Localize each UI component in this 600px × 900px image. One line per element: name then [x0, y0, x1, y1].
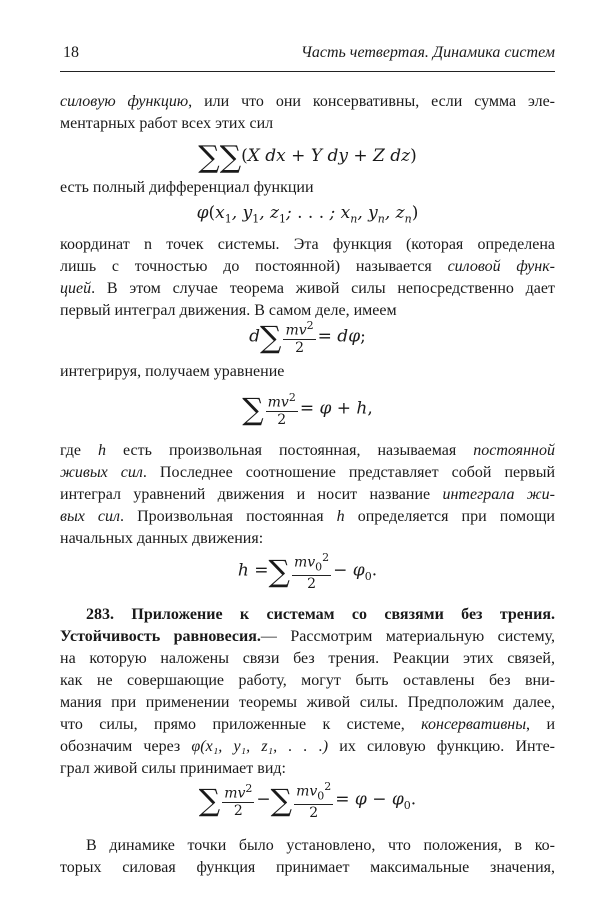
- text-line: цией. В этом случае теорема живой силы непосредственно дает: [60, 280, 555, 297]
- formula-live-force-integral: ∑ $\frac{mv^2}{2}$ −∑ $\frac{mv_0^2}{2}$ = $\varphi - \varphi_0$.: [198, 780, 417, 822]
- text-line: ментарных работ всех этих сил: [60, 115, 274, 132]
- section-heading: 283. Приложение к системам со связями без трения.: [86, 606, 555, 623]
- text-line: интеграл уравнений движения и носит название интеграла жи-: [60, 486, 556, 503]
- text-line: начальных данных движения:: [60, 530, 264, 547]
- formula-constant-h: h =∑ $\frac{mv_0^2}{2}$ − $\varphi_0$.: [237, 551, 378, 593]
- text-line: лишь с точностью до постоянной) называется силовой функ-: [60, 258, 556, 275]
- page-number: 18: [63, 44, 79, 61]
- text-line: силовую функцию, или что они консервативны, если сумма эле-: [60, 93, 556, 110]
- text-line: мания при применении теоремы живой силы. Предположим далее,: [60, 694, 555, 711]
- text-line: интегрируя, получаем уравнение: [60, 363, 285, 380]
- text-line: живых сил. Последнее соотношение представляет собой первый: [60, 464, 556, 481]
- text-line: грал живой силы принимает вид:: [60, 760, 286, 777]
- text-line: В динамике точки было установлено, что положения, в ко-: [86, 837, 555, 854]
- text-line: вых сил. Произвольная постоянная h определяется при помощи: [60, 508, 555, 525]
- text-line: торых силовая функция принимает максимальные значения,: [60, 859, 555, 876]
- running-title: Часть четвертая. Динамика систем: [300, 44, 555, 61]
- text-line: Устойчивость равновесия.— Рассмотрим материальную систему,: [60, 628, 556, 645]
- text-line: обозначим через φ(x₁, y₁, z₁, . . .) их силовую функцию. Инте-: [60, 738, 556, 755]
- formula-differential: d∑ $\frac{mv^2}{2}$ = dφ;: [249, 319, 366, 356]
- text-line: первый интеграл движения. В самом деле, имеем: [60, 302, 397, 319]
- text-line: есть полный дифференциал функции: [60, 179, 314, 196]
- section-subheading: Устойчивость равновесия.: [60, 628, 261, 645]
- header-rule: [60, 71, 555, 72]
- page-header: [60, 44, 555, 68]
- text-line: где h есть произвольная постоянная, называемая постоянной: [60, 442, 555, 459]
- text-line: что силы, прямо приложенные к системе, консервативны, и: [60, 716, 556, 733]
- formula-sum-work: ∑∑(X dx + Y dy + Z dz): [198, 140, 417, 175]
- text-line: как не совершающие работу, могут быть оставлены без вни-: [60, 672, 555, 689]
- text-line: координат n точек системы. Эта функция (которая определена: [60, 236, 555, 253]
- formula-force-function: $\varphi(x_1$, $y_1$, $z_1$; . . . ; $x_n$, $y_n$, $z_n$): [196, 203, 419, 226]
- text-line: на которую наложены связи без трения. Реакции этих связей,: [60, 650, 555, 667]
- formula-live-force: ∑ $\frac{mv^2}{2}$ = φ + h,: [242, 391, 373, 428]
